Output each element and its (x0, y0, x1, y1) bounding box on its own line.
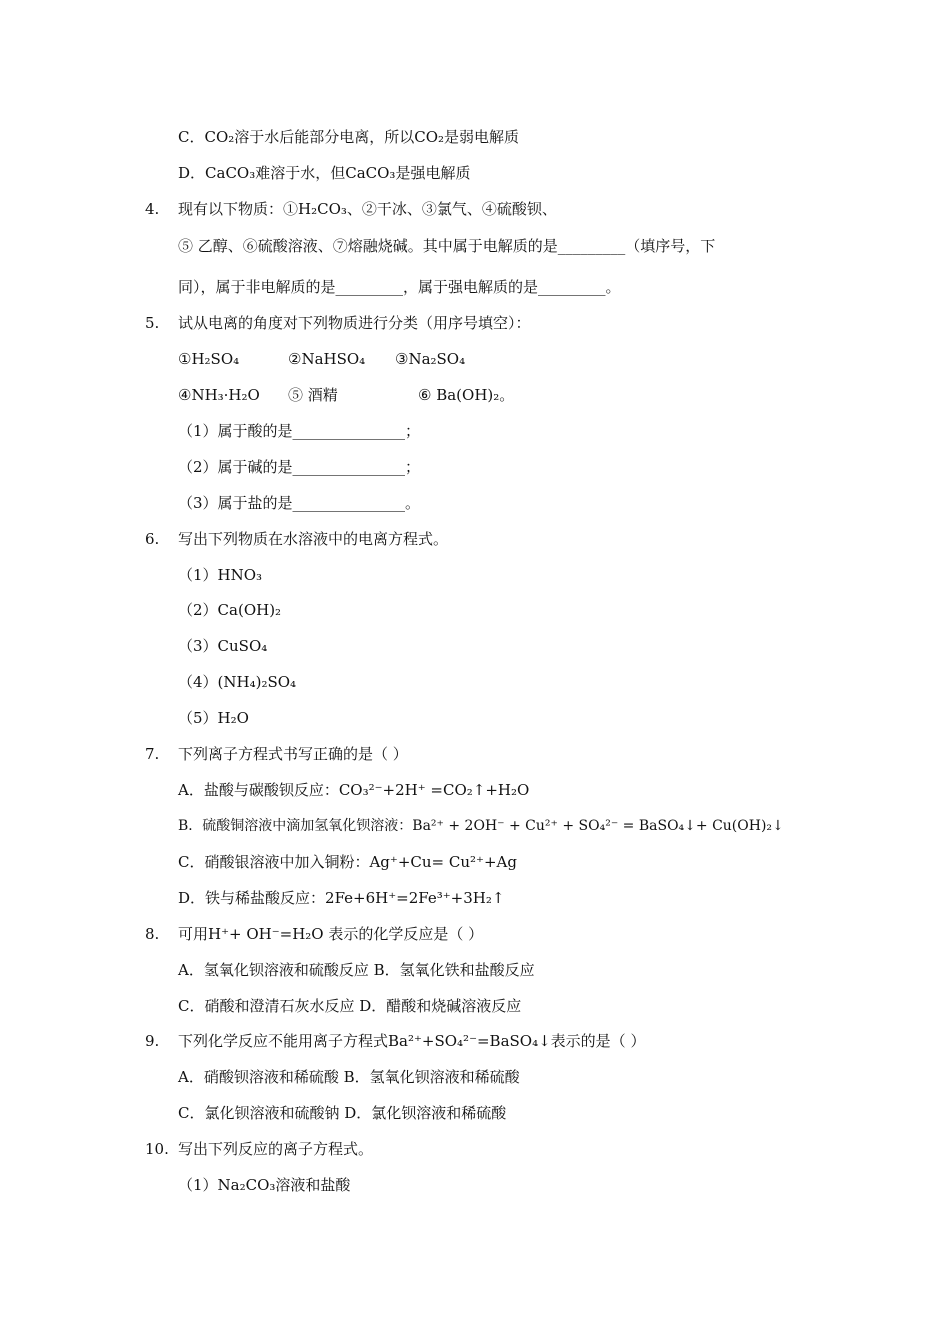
q6-sub-3: （3）CuSO₄ (178, 637, 268, 655)
q5-item-3: ③Na₂SO₄ (395, 350, 466, 368)
q9-options-ab: A．硝酸钡溶液和稀硫酸 B．氢氧化钡溶液和稀硫酸 (178, 1068, 520, 1086)
q9-options-cd: C．氯化钡溶液和硫酸钠 D．氯化钡溶液和稀硫酸 (178, 1104, 507, 1122)
q4-text-line-3: 同），属于非电解质的是_________，属于强电解质的是_________。 (178, 278, 621, 296)
q10-text: 写出下列反应的离子方程式。 (178, 1140, 374, 1158)
q8-text: 可用H⁺+ OH⁻=H₂O 表示的化学反应是（ ） (178, 925, 484, 943)
q3-option-c: C．CO₂溶于水后能部分电离，所以CO₂是弱电解质 (178, 128, 520, 146)
question-number-10: 10. (145, 1140, 169, 1158)
q5-sub-1: （1）属于酸的是_______________； (178, 422, 421, 440)
q5-item-4: ④NH₃·H₂O (178, 386, 260, 404)
question-number-7: 7. (145, 745, 160, 763)
q5-item-6: ⑥ Ba(OH)₂。 (418, 386, 515, 404)
q3-option-d: D．CaCO₃难溶于水，但CaCO₃是强电解质 (178, 164, 471, 182)
q5-sub-2: （2）属于碱的是_______________； (178, 458, 421, 476)
q8-options-cd: C．硝酸和澄清石灰水反应 D．醋酸和烧碱溶液反应 (178, 997, 522, 1015)
q5-text: 试从电离的角度对下列物质进行分类（用序号填空）： (178, 314, 531, 332)
q5-sub-3: （3）属于盐的是_______________。 (178, 494, 421, 512)
q7-text: 下列离子方程式书写正确的是（ ） (178, 745, 408, 763)
q10-sub-1: （1）Na₂CO₃溶液和盐酸 (178, 1176, 351, 1194)
question-number-9: 9. (145, 1032, 160, 1050)
q6-sub-1: （1）HNO₃ (178, 566, 263, 584)
q7-option-a: A．盐酸与碳酸钡反应：CO₃²⁻+2H⁺ =CO₂↑+H₂O (178, 781, 530, 799)
q5-item-5: ⑤ 酒精 (288, 386, 338, 404)
q6-text: 写出下列物质在水溶液中的电离方程式。 (178, 530, 449, 548)
q5-item-1: ①H₂SO₄ (178, 350, 240, 368)
q6-sub-2: （2）Ca(OH)₂ (178, 601, 282, 619)
q7-option-d: D．铁与稀盐酸反应：2Fe+6H⁺=2Fe³⁺+3H₂↑ (178, 889, 505, 907)
question-number-8: 8. (145, 925, 160, 943)
q9-text: 下列化学反应不能用离子方程式Ba²⁺+SO₄²⁻=BaSO₄↓表示的是（ ） (178, 1032, 646, 1050)
q8-options-ab: A．氢氧化钡溶液和硫酸反应 B．氢氧化铁和盐酸反应 (178, 961, 535, 979)
q4-text-line-2: ⑤ 乙醇、⑥硫酸溶液、⑦熔融烧碱。其中属于电解质的是_________（填序号，下 (178, 237, 716, 255)
q6-sub-5: （5）H₂O (178, 709, 249, 727)
q5-item-2: ②NaHSO₄ (288, 350, 366, 368)
question-number-6: 6. (145, 530, 160, 548)
question-number-5: 5. (145, 314, 160, 332)
q7-option-b: B．硫酸铜溶液中滴加氢氧化钡溶液：Ba²⁺ + 2OH⁻ + Cu²⁺ + SO₄²⁻ = BaSO₄↓+ Cu(OH)₂↓ (178, 818, 784, 834)
q4-text-line-1: 现有以下物质：①H₂CO₃、②干冰、③氯气、④硫酸钡、 (178, 200, 557, 218)
q6-sub-4: （4）(NH₄)₂SO₄ (178, 673, 297, 691)
question-number-4: 4. (145, 200, 160, 218)
q7-option-c: C．硝酸银溶液中加入铜粉：Ag⁺+Cu= Cu²⁺+Ag (178, 853, 517, 871)
